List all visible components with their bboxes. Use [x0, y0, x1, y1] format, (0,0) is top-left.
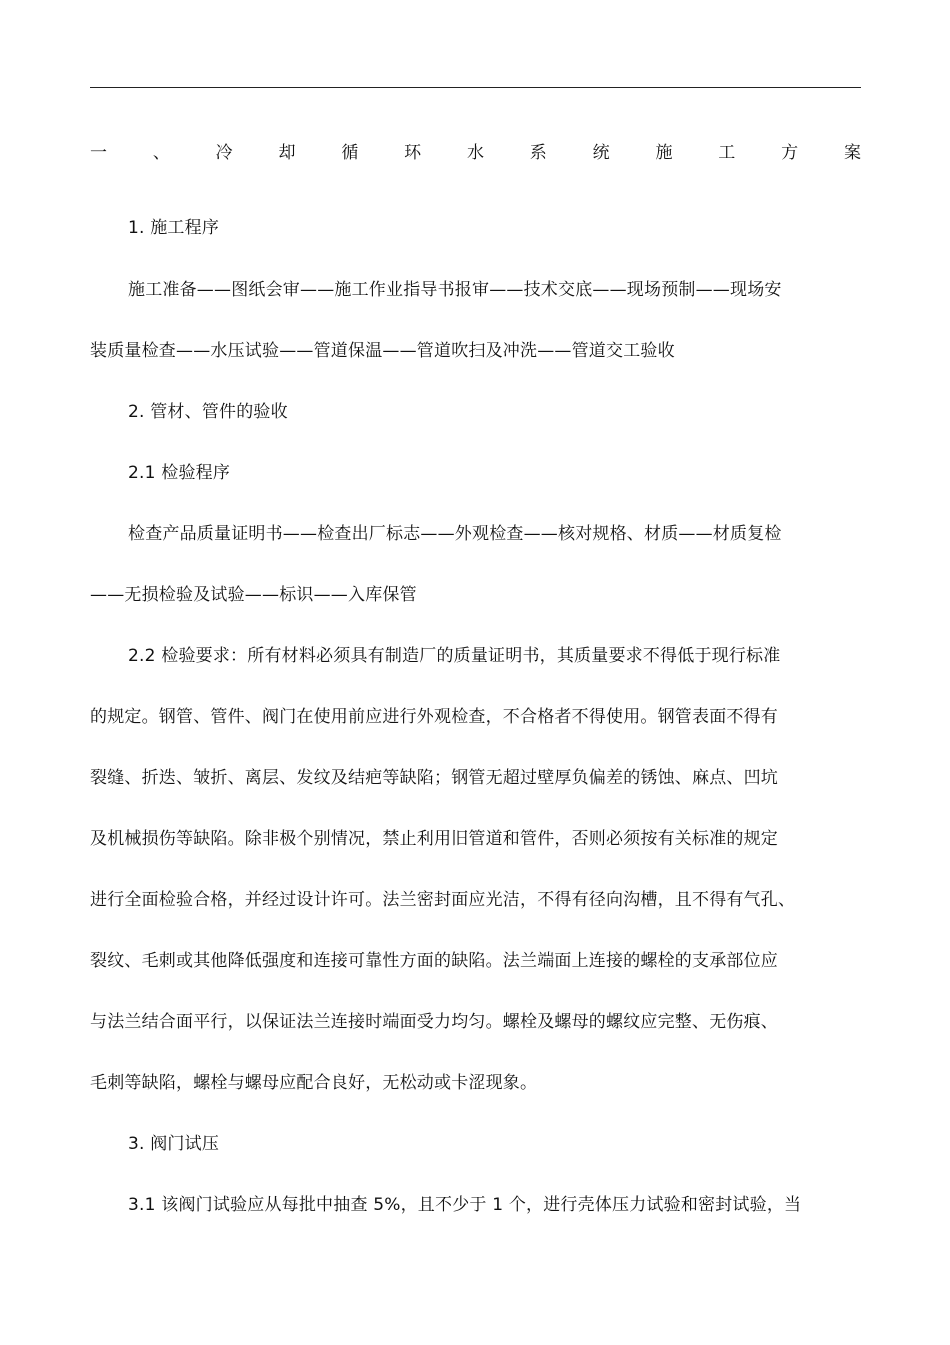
paragraph-line: 施工准备——图纸会审——施工作业指导书报审——技术交底——现场预制——现场安 [128, 280, 782, 300]
paragraph-line: 与法兰结合面平行，以保证法兰连接时端面受力均匀。螺栓及螺母的螺纹应完整、无伤痕、 [90, 1012, 778, 1032]
title-char: 工 [718, 142, 736, 163]
title-char: 案 [843, 142, 861, 163]
paragraph-line: 及机械损伤等缺陷。除非极个别情况，禁止利用旧管道和管件，否则必须按有关标准的规定 [90, 829, 778, 849]
title-char: 循 [341, 142, 359, 163]
paragraph-line: 裂缝、折迭、皱折、离层、发纹及结疤等缺陷；钢管无超过壁厚负偏差的锈蚀、麻点、凹坑 [90, 768, 778, 788]
paragraph-line: 裂纹、毛刺或其他降低强度和连接可靠性方面的缺陷。法兰端面上连接的螺栓的支承部位应 [90, 951, 778, 971]
title-char: 统 [592, 142, 610, 163]
title-char: 一 [90, 142, 107, 163]
title-char: 环 [404, 142, 422, 163]
paragraph-line: 毛刺等缺陷，螺栓与螺母应配合良好，无松动或卡涩现象。 [90, 1073, 538, 1093]
heading-valve-pressure-test: 3. 阀门试压 [128, 1134, 220, 1154]
paragraph-line: 检查产品质量证明书——检查出厂标志——外观检查——核对规格、材质——材质复检 [128, 524, 782, 544]
heading-inspection-procedure: 2.1 检验程序 [128, 463, 231, 483]
heading-pipe-acceptance: 2. 管材、管件的验收 [128, 402, 288, 422]
title-char: 施 [655, 142, 673, 163]
title-char: 水 [466, 142, 484, 163]
paragraph-line: 2.2 检验要求：所有材料必须具有制造厂的质量证明书，其质量要求不得低于现行标准 [128, 646, 781, 666]
title-char: 冷 [215, 142, 233, 163]
title-char: 、 [152, 142, 170, 163]
paragraph-line: 装质量检查——水压试验——管道保温——管道吹扫及冲洗——管道交工验收 [90, 341, 675, 361]
title-char: 方 [781, 142, 799, 163]
section-title [90, 137, 861, 163]
header-rule [90, 87, 861, 88]
paragraph-line: 的规定。钢管、管件、阀门在使用前应进行外观检查，不合格者不得使用。钢管表面不得有 [90, 707, 778, 727]
title-char: 系 [529, 142, 547, 163]
heading-construction-procedure: 1. 施工程序 [128, 218, 220, 238]
paragraph-line: ——无损检验及试验——标识——入库保管 [90, 585, 417, 605]
paragraph-line: 3.1 该阀门试验应从每批中抽查 5%，且不少于 1 个，进行壳体压力试验和密封试验，当 [128, 1195, 802, 1215]
title-char: 却 [278, 142, 296, 163]
paragraph-line: 进行全面检验合格，并经过设计许可。法兰密封面应光洁，不得有径向沟槽，且不得有气孔、 [90, 890, 796, 910]
